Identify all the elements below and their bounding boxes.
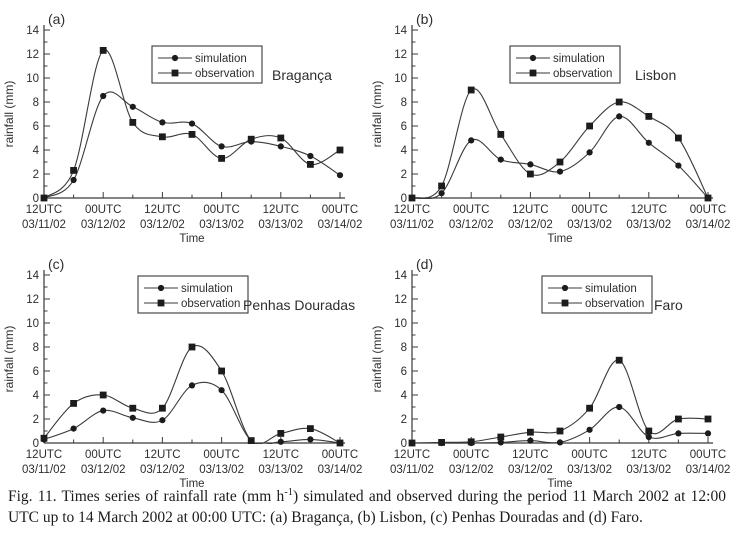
chart-panel-faro: [368, 245, 736, 490]
panel-label: (d): [416, 256, 434, 272]
observation-marker: [557, 428, 564, 435]
x-tick-label-date: 03/13/02: [626, 464, 672, 476]
simulation-marker: [646, 434, 652, 440]
simulation-marker: [616, 113, 622, 119]
observation-line: [44, 346, 340, 445]
x-tick-label-time: 12UTC: [512, 449, 549, 461]
station-label: Lisbon: [635, 67, 677, 83]
simulation-marker: [527, 438, 533, 444]
observation-marker: [705, 195, 712, 202]
panel-label: (b): [416, 11, 434, 27]
y-tick-label: 6: [32, 121, 39, 133]
x-axis-title: Time: [179, 233, 205, 245]
legend: [542, 276, 652, 313]
x-axis-title: Time: [179, 478, 205, 490]
simulation-marker: [587, 149, 593, 155]
x-tick-label-date: 03/13/02: [199, 464, 244, 476]
observation-marker: [645, 113, 652, 120]
y-tick-label: 0: [400, 193, 407, 205]
observation-marker: [586, 123, 593, 130]
chart-penhas-douradas-svg: [0, 245, 368, 490]
observation-marker: [527, 171, 534, 178]
x-tick-label-time: 00UTC: [203, 449, 240, 461]
chart-lisbon-svg: [368, 0, 736, 245]
x-tick-label-time: 12UTC: [25, 449, 63, 461]
y-tick-label: 10: [394, 73, 407, 85]
legend-circle-marker: [172, 55, 178, 61]
x-tick-label-date: 03/14/02: [685, 219, 731, 231]
simulation-marker: [159, 119, 165, 125]
simulation-marker: [307, 153, 313, 159]
y-tick-label: 10: [394, 318, 407, 330]
x-tick-label-time: 00UTC: [321, 204, 359, 216]
x-tick-label-time: 12UTC: [144, 204, 181, 216]
simulation-marker: [498, 157, 504, 163]
x-tick-label-date: 03/11/02: [390, 219, 434, 231]
y-tick-label: 14: [394, 270, 407, 282]
y-tick-label: 4: [400, 145, 407, 157]
simulation-marker: [278, 439, 284, 445]
y-tick-label: 8: [400, 97, 407, 109]
observation-marker: [189, 344, 196, 351]
x-tick-label-date: 03/11/02: [22, 219, 66, 231]
y-tick-label: 12: [26, 49, 39, 61]
observation-marker: [409, 440, 416, 447]
caption-text-prefix: Fig. 11. Times series of rainfall rate (mm h: [8, 488, 285, 505]
simulation-marker: [675, 163, 681, 169]
chart-panel-lisbon: [368, 0, 736, 245]
y-axis-title: rainfall (mm): [2, 325, 16, 393]
simulation-marker: [337, 172, 343, 178]
simulation-line: [412, 407, 708, 443]
simulation-marker: [71, 426, 77, 432]
x-tick-label-time: 12UTC: [512, 204, 549, 216]
y-tick-label: 0: [400, 438, 407, 450]
observation-marker: [218, 368, 225, 375]
y-tick-label: 4: [32, 145, 39, 157]
x-tick-label-time: 00UTC: [321, 449, 359, 461]
x-tick-label-date: 03/12/02: [80, 464, 126, 476]
x-tick-label-time: 12UTC: [262, 204, 300, 216]
observation-marker: [645, 428, 652, 435]
station-label: Faro: [654, 297, 683, 313]
simulation-marker: [616, 404, 622, 410]
legend-label-observation: observation: [195, 68, 255, 80]
x-tick-label-date: 03/11/02: [22, 464, 66, 476]
legend-label-simulation: simulation: [553, 53, 605, 65]
legend: [152, 46, 262, 83]
observation-marker: [616, 99, 623, 106]
y-tick-label: 6: [400, 366, 407, 378]
y-tick-label: 8: [32, 97, 39, 109]
observation-marker: [497, 434, 504, 441]
x-tick-label-date: 03/12/02: [448, 464, 494, 476]
legend: [138, 276, 248, 313]
legend-square-marker: [562, 300, 569, 307]
panel-label: (c): [48, 256, 65, 272]
x-tick-label-date: 03/13/02: [567, 219, 612, 231]
observation-marker: [129, 405, 136, 412]
y-tick-label: 12: [394, 49, 407, 61]
y-tick-label: 14: [26, 25, 39, 37]
y-tick-label: 6: [400, 121, 407, 133]
y-tick-label: 4: [32, 390, 39, 402]
y-tick-label: 0: [32, 438, 39, 450]
x-tick-label-date: 03/13/02: [567, 464, 612, 476]
x-tick-label-time: 00UTC: [689, 204, 727, 216]
chart-braganca-svg: [0, 0, 368, 245]
legend-square-marker: [172, 70, 179, 77]
observation-marker: [129, 119, 136, 126]
simulation-marker: [439, 190, 445, 196]
y-axis-title: rainfall (mm): [2, 80, 16, 148]
chart-faro-svg: [368, 245, 736, 490]
x-tick-label-date: 03/12/02: [140, 464, 185, 476]
simulation-marker: [159, 417, 165, 423]
legend-circle-marker: [158, 285, 164, 291]
simulation-marker: [557, 169, 563, 175]
y-tick-label: 10: [26, 73, 39, 85]
observation-marker: [70, 167, 77, 174]
x-tick-label-date: 03/12/02: [80, 219, 126, 231]
y-tick-label: 2: [32, 414, 39, 426]
x-tick-label-time: 00UTC: [452, 204, 490, 216]
observation-marker: [675, 416, 682, 423]
simulation-marker: [189, 382, 195, 388]
x-tick-label-time: 12UTC: [144, 449, 181, 461]
legend-label-simulation: simulation: [181, 283, 233, 295]
x-tick-label-date: 03/14/02: [317, 219, 363, 231]
y-tick-label: 2: [32, 169, 39, 181]
simulation-marker: [468, 137, 474, 143]
simulation-marker: [100, 93, 106, 99]
observation-marker: [277, 135, 284, 142]
x-tick-label-time: 12UTC: [25, 204, 63, 216]
y-tick-label: 12: [26, 294, 39, 306]
legend-label-simulation: simulation: [195, 53, 247, 65]
simulation-marker: [219, 143, 225, 149]
y-axis-title: rainfall (mm): [370, 325, 384, 393]
simulation-marker: [71, 177, 77, 183]
simulation-marker: [675, 430, 681, 436]
legend-circle-marker: [562, 285, 568, 291]
x-tick-label-date: 03/13/02: [199, 219, 244, 231]
y-tick-label: 14: [26, 270, 39, 282]
y-tick-label: 8: [32, 342, 39, 354]
observation-marker: [100, 47, 107, 54]
x-tick-label-time: 00UTC: [571, 204, 608, 216]
observation-marker: [468, 87, 475, 94]
legend-square-marker: [530, 70, 537, 77]
observation-line: [412, 89, 708, 198]
x-tick-label-date: 03/11/02: [390, 464, 434, 476]
x-axis-title: Time: [547, 478, 573, 490]
legend-label-simulation: simulation: [585, 283, 637, 295]
simulation-marker: [219, 387, 225, 393]
chart-panel-penhas-douradas: [0, 245, 368, 490]
legend-label-observation: observation: [181, 298, 241, 310]
observation-marker: [41, 435, 48, 442]
legend-circle-marker: [530, 55, 536, 61]
x-tick-label-date: 03/12/02: [508, 464, 553, 476]
y-tick-label: 8: [400, 342, 407, 354]
caption-text-suffix: ) simulated and observed during the period 11 March 2002 at 12:00 UTC up to 14 March 2002 at 00:00 UTC: (a) Bragança, (b) Lisbon, (c) Penhas Douradas and (d) Faro.: [8, 488, 726, 527]
observation-marker: [337, 147, 344, 154]
observation-marker: [675, 135, 682, 142]
simulation-marker: [587, 427, 593, 433]
simulation-line: [44, 92, 340, 198]
y-tick-label: 10: [26, 318, 39, 330]
observation-marker: [468, 438, 475, 445]
simulation-marker: [100, 408, 106, 414]
legend-label-observation: observation: [553, 68, 613, 80]
observation-marker: [497, 131, 504, 138]
observation-marker: [159, 405, 166, 412]
observation-marker: [218, 155, 225, 162]
x-tick-label-time: 12UTC: [630, 449, 668, 461]
observation-marker: [705, 416, 712, 423]
observation-marker: [100, 392, 107, 399]
x-tick-label-date: 03/13/02: [258, 219, 304, 231]
simulation-marker: [130, 415, 136, 421]
simulation-marker: [278, 143, 284, 149]
x-tick-label-time: 12UTC: [393, 204, 431, 216]
x-tick-label-date: 03/14/02: [317, 464, 363, 476]
y-tick-label: 2: [400, 414, 407, 426]
x-axis-title: Time: [547, 233, 573, 245]
x-tick-label-date: 03/14/02: [685, 464, 731, 476]
y-tick-label: 4: [400, 390, 407, 402]
station-label: Bragança: [272, 67, 332, 83]
legend: [510, 46, 620, 83]
observation-marker: [438, 183, 445, 190]
x-tick-label-time: 00UTC: [203, 204, 240, 216]
y-tick-label: 6: [32, 366, 39, 378]
observation-marker: [438, 439, 445, 446]
x-tick-label-time: 00UTC: [452, 449, 490, 461]
x-tick-label-time: 00UTC: [84, 449, 122, 461]
x-tick-label-date: 03/12/02: [448, 219, 494, 231]
simulation-marker: [130, 104, 136, 110]
simulation-marker: [705, 430, 711, 436]
chart-panel-braganca: [0, 0, 368, 245]
simulation-marker: [527, 161, 533, 167]
caption-exponent: -1: [284, 486, 293, 498]
observation-marker: [248, 136, 255, 143]
simulation-marker: [307, 436, 313, 442]
x-tick-label-time: 12UTC: [630, 204, 668, 216]
y-tick-label: 2: [400, 169, 407, 181]
y-tick-label: 14: [394, 25, 407, 37]
observation-marker: [527, 429, 534, 436]
x-tick-label-date: 03/13/02: [626, 219, 672, 231]
x-tick-label-time: 00UTC: [689, 449, 727, 461]
simulation-marker: [557, 439, 563, 445]
simulation-marker: [646, 140, 652, 146]
observation-marker: [586, 405, 593, 412]
observation-marker: [189, 131, 196, 138]
observation-marker: [307, 161, 314, 168]
legend-square-marker: [158, 300, 165, 307]
y-axis-title: rainfall (mm): [370, 80, 384, 148]
legend-label-observation: observation: [585, 298, 645, 310]
x-tick-label-time: 12UTC: [393, 449, 431, 461]
simulation-line: [44, 382, 340, 445]
y-tick-label: 0: [32, 193, 39, 205]
station-label: Penhas Douradas: [243, 297, 356, 313]
x-tick-label-time: 12UTC: [262, 449, 300, 461]
simulation-marker: [189, 121, 195, 127]
panel-label: (a): [48, 11, 66, 27]
x-tick-label-date: 03/12/02: [508, 219, 553, 231]
observation-marker: [557, 159, 564, 166]
simulation-line: [412, 116, 708, 199]
x-tick-label-date: 03/12/02: [140, 219, 185, 231]
x-tick-label-date: 03/13/02: [258, 464, 304, 476]
observation-marker: [307, 425, 314, 432]
observation-marker: [337, 440, 344, 447]
observation-marker: [70, 400, 77, 407]
observation-marker: [248, 437, 255, 444]
figure-caption: [0, 482, 736, 529]
observation-marker: [159, 133, 166, 140]
observation-marker: [616, 357, 623, 364]
y-tick-label: 12: [394, 294, 407, 306]
x-tick-label-time: 00UTC: [84, 204, 122, 216]
observation-marker: [41, 195, 48, 202]
observation-marker: [277, 430, 284, 437]
observation-marker: [409, 195, 416, 202]
x-tick-label-time: 00UTC: [571, 449, 608, 461]
